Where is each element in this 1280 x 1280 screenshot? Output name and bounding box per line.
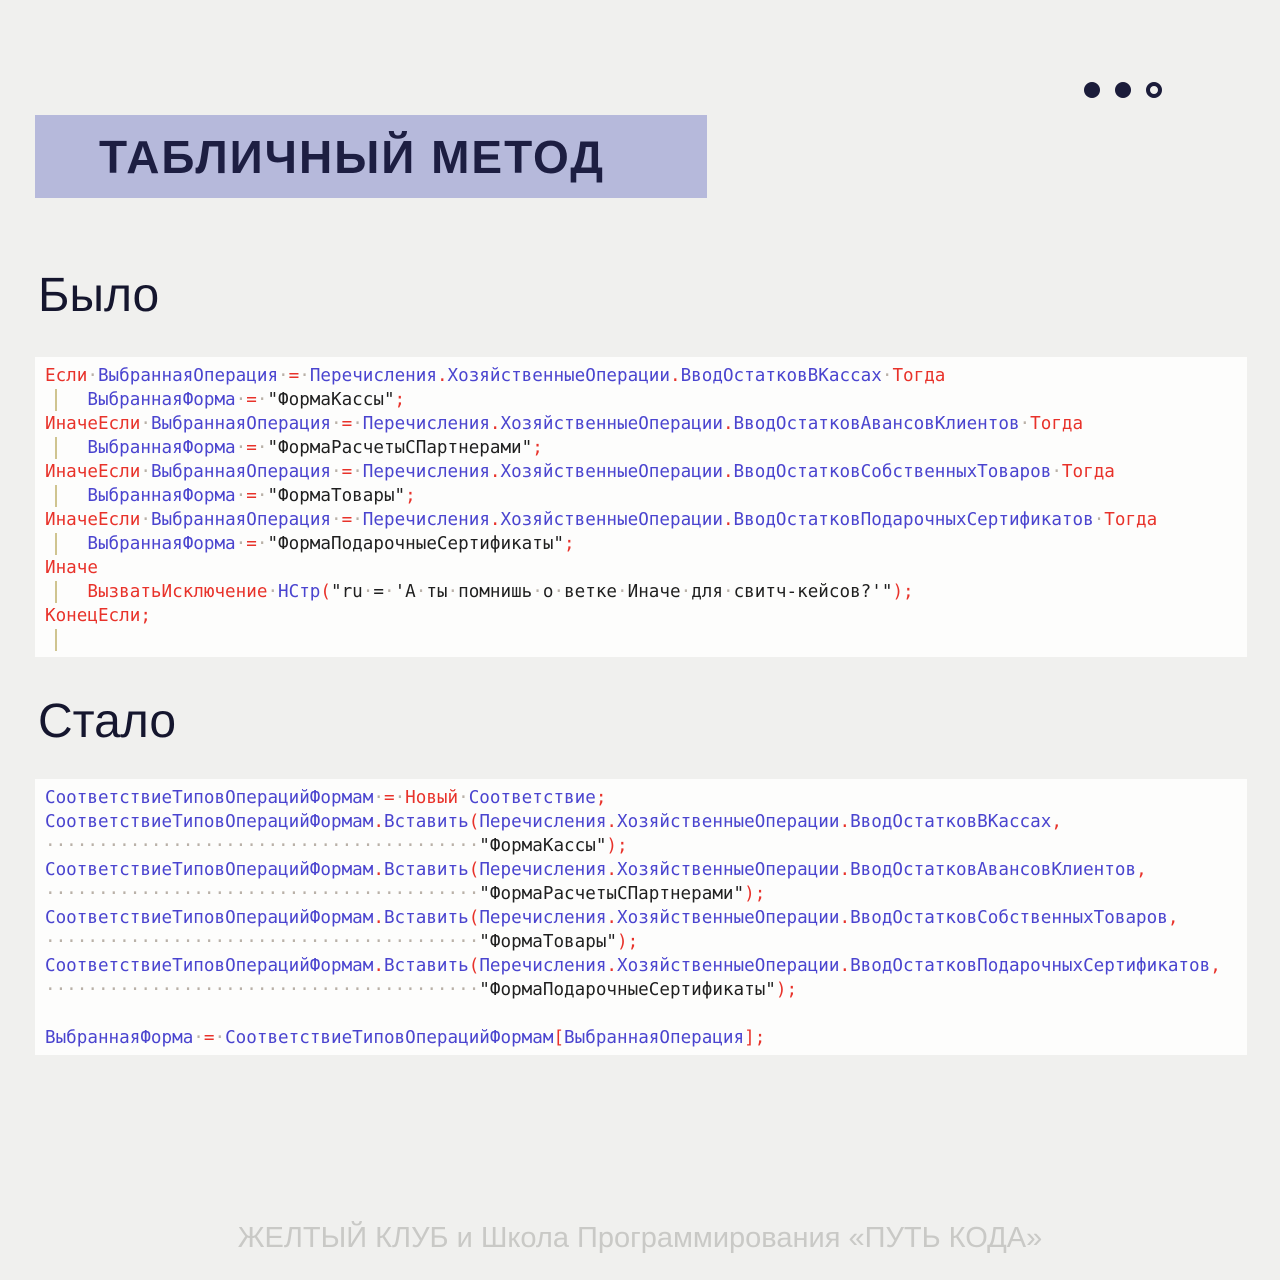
code-line bbox=[45, 1026, 1247, 1050]
code-identifier: ХозяйственныеОперации bbox=[500, 462, 723, 482]
code-identifier: ВводОстатковАвансовКлиентов bbox=[850, 860, 1137, 880]
code-whitespace: · bbox=[394, 788, 406, 808]
code-identifier: Вставить bbox=[383, 908, 469, 928]
code-punctuation: ]; bbox=[744, 1028, 766, 1048]
code-string: = bbox=[373, 582, 384, 602]
code-string: "ФормаТовары" bbox=[267, 486, 406, 506]
code-whitespace: · bbox=[214, 1028, 226, 1048]
code-punctuation: ( bbox=[468, 908, 480, 928]
code-line bbox=[45, 484, 1247, 508]
code-keyword: ВызватьИсключение bbox=[87, 582, 268, 602]
code-whitespace: · bbox=[383, 582, 395, 602]
code-whitespace: · bbox=[1093, 510, 1105, 530]
code-whitespace: · bbox=[140, 414, 151, 434]
code-punctuation: . bbox=[373, 908, 384, 928]
code-line bbox=[45, 834, 1247, 858]
code-identifier: Перечисления bbox=[479, 956, 607, 976]
code-whitespace: · bbox=[193, 1028, 204, 1048]
code-line bbox=[45, 388, 1247, 412]
code-whitespace: · bbox=[722, 582, 734, 602]
code-whitespace: · bbox=[617, 582, 628, 602]
code-punctuation: . bbox=[373, 860, 384, 880]
code-keyword: ИначеЕсли bbox=[45, 462, 141, 482]
code-string: "ФормаТовары" bbox=[479, 932, 617, 952]
code-punctuation: , bbox=[1136, 860, 1147, 880]
code-identifier: ВводОстатковВКассах bbox=[850, 812, 1052, 832]
code-punctuation: ; bbox=[532, 438, 543, 458]
code-whitespace: · bbox=[362, 582, 374, 602]
code-string: Иначе bbox=[627, 582, 681, 602]
code-whitespace: · bbox=[458, 788, 469, 808]
code-keyword: Иначе bbox=[45, 558, 98, 578]
code-whitespace: · bbox=[553, 582, 565, 602]
code-whitespace: ········································· bbox=[45, 980, 480, 1000]
code-punctuation: = bbox=[203, 1028, 215, 1048]
code-identifier: ВводОстатковПодарочныхСертификатов bbox=[733, 510, 1094, 530]
code-punctuation: . bbox=[373, 956, 384, 976]
code-string: помнишь bbox=[458, 582, 533, 602]
code-identifier: СоответствиеТиповОперацийФормам bbox=[45, 860, 374, 880]
code-whitespace: · bbox=[331, 510, 342, 530]
code-punctuation: = bbox=[383, 788, 395, 808]
code-line bbox=[45, 628, 1247, 652]
code-block-after bbox=[35, 779, 1247, 1055]
code-identifier: ВыбраннаяФорма bbox=[87, 438, 236, 458]
code-punctuation: . bbox=[489, 462, 501, 482]
code-punctuation: = bbox=[341, 414, 353, 434]
code-punctuation: ( bbox=[468, 812, 480, 832]
code-line bbox=[45, 508, 1247, 532]
code-whitespace: · bbox=[881, 366, 893, 386]
code-whitespace: · bbox=[447, 582, 459, 602]
code-identifier: ВыбраннаяФорма bbox=[87, 486, 236, 506]
code-identifier: ХозяйственныеОперации bbox=[500, 510, 723, 530]
code-string: "ru bbox=[331, 582, 363, 602]
code-string: "ФормаКассы" bbox=[267, 390, 395, 410]
code-string: "ФормаРасчетыСПартнерами" bbox=[479, 884, 745, 904]
code-punctuation: . bbox=[839, 908, 851, 928]
code-whitespace: · bbox=[140, 462, 151, 482]
code-whitespace: · bbox=[267, 582, 279, 602]
code-whitespace: · bbox=[140, 510, 151, 530]
code-string: "ФормаПодарочныеСертификаты" bbox=[479, 980, 776, 1000]
code-whitespace: · bbox=[532, 582, 543, 602]
code-whitespace: · bbox=[1051, 462, 1062, 482]
dot-ring-icon bbox=[1146, 82, 1162, 98]
code-line bbox=[45, 906, 1247, 930]
code-identifier: ВводОстатковПодарочныхСертификатов bbox=[850, 956, 1211, 976]
code-line bbox=[45, 978, 1247, 1002]
code-whitespace: · bbox=[1019, 414, 1031, 434]
code-identifier: ХозяйственныеОперации bbox=[617, 908, 840, 928]
code-identifier: Вставить bbox=[383, 956, 469, 976]
code-punctuation: = bbox=[246, 534, 257, 554]
code-punctuation: . bbox=[606, 956, 618, 976]
code-identifier: Соответствие bbox=[468, 788, 596, 808]
code-whitespace: · bbox=[87, 366, 98, 386]
section-heading-before: Было bbox=[38, 269, 160, 322]
code-whitespace: · bbox=[352, 462, 363, 482]
code-identifier: ВводОстатковСобственныхТоваров bbox=[733, 462, 1052, 482]
code-string: "ФормаПодарочныеСертификаты" bbox=[267, 534, 565, 554]
code-punctuation: , bbox=[1051, 812, 1062, 832]
code-line bbox=[45, 1002, 1247, 1026]
code-identifier: СоответствиеТиповОперацийФормам bbox=[45, 788, 374, 808]
code-line bbox=[45, 930, 1247, 954]
code-whitespace: · bbox=[256, 534, 268, 554]
section-heading-after: Стало bbox=[38, 695, 177, 748]
code-keyword: Тогда bbox=[892, 366, 946, 386]
code-punctuation: . bbox=[839, 812, 851, 832]
code-line bbox=[45, 364, 1247, 388]
code-line bbox=[45, 882, 1247, 906]
code-identifier: ВыбраннаяОперация bbox=[150, 510, 332, 530]
code-string: "ФормаКассы" bbox=[479, 836, 607, 856]
code-punctuation: . bbox=[839, 956, 851, 976]
code-punctuation: = bbox=[246, 390, 257, 410]
code-string: свитч-кейсов?'" bbox=[733, 582, 893, 602]
code-punctuation: = bbox=[246, 486, 257, 506]
ellipsis-dots bbox=[1084, 82, 1162, 98]
code-line bbox=[45, 532, 1247, 556]
code-keyword: Новый bbox=[405, 788, 459, 808]
code-block-before bbox=[35, 357, 1247, 657]
code-identifier: Перечисления bbox=[362, 462, 490, 482]
code-line bbox=[45, 436, 1247, 460]
code-string: 'А bbox=[394, 582, 416, 602]
code-punctuation: ; bbox=[564, 534, 575, 554]
code-string: ты bbox=[426, 582, 448, 602]
code-string: для bbox=[691, 582, 723, 602]
code-identifier: ВыбраннаяОперация bbox=[97, 366, 279, 386]
code-whitespace: ········································· bbox=[45, 836, 480, 856]
code-identifier: ХозяйственныеОперации bbox=[617, 956, 840, 976]
code-identifier: ВыбраннаяОперация bbox=[564, 1028, 745, 1048]
code-line bbox=[45, 580, 1247, 604]
code-identifier: ХозяйственныеОперации bbox=[617, 860, 840, 880]
code-identifier: Вставить bbox=[383, 860, 469, 880]
code-punctuation: , bbox=[1210, 956, 1221, 976]
code-keyword: КонецЕсли bbox=[45, 606, 141, 626]
indent-guide bbox=[45, 580, 87, 604]
code-punctuation: , bbox=[1167, 908, 1179, 928]
code-string: о bbox=[542, 582, 554, 602]
code-punctuation: . bbox=[373, 812, 384, 832]
code-punctuation: . bbox=[606, 860, 618, 880]
code-identifier: Перечисления bbox=[309, 366, 437, 386]
code-punctuation: ; bbox=[595, 788, 607, 808]
code-punctuation: . bbox=[839, 860, 851, 880]
code-identifier: Перечисления bbox=[479, 812, 607, 832]
code-whitespace: · bbox=[235, 486, 247, 506]
code-keyword: ИначеЕсли bbox=[45, 510, 141, 530]
footer-credit: ЖЕЛТЫЙ КЛУБ и Школа Программирования «ПУТЬ КОДА» bbox=[237, 1222, 1043, 1254]
code-identifier: ВводОстатковАвансовКлиентов bbox=[733, 414, 1020, 434]
code-punctuation: [ bbox=[553, 1028, 565, 1048]
code-punctuation: ); bbox=[892, 582, 914, 602]
code-punctuation: = bbox=[341, 510, 353, 530]
code-punctuation: . bbox=[606, 908, 618, 928]
code-keyword: Тогда bbox=[1104, 510, 1158, 530]
code-whitespace: · bbox=[352, 414, 363, 434]
code-punctuation: . bbox=[722, 510, 734, 530]
indent-guide bbox=[45, 436, 87, 460]
code-punctuation: ); bbox=[775, 980, 798, 1000]
code-identifier: Перечисления bbox=[479, 908, 607, 928]
code-identifier: ХозяйственныеОперации bbox=[447, 366, 670, 386]
code-punctuation: = bbox=[341, 462, 353, 482]
code-line bbox=[45, 460, 1247, 484]
code-string: "ФормаРасчетыСПартнерами" bbox=[267, 438, 533, 458]
code-identifier: Перечисления bbox=[479, 860, 607, 880]
code-line bbox=[45, 954, 1247, 978]
indent-guide bbox=[45, 628, 87, 652]
code-whitespace: · bbox=[278, 366, 289, 386]
code-punctuation: . bbox=[489, 510, 501, 530]
code-identifier: ХозяйственныеОперации bbox=[500, 414, 723, 434]
code-identifier: ВыбраннаяОперация bbox=[150, 462, 332, 482]
code-identifier: СоответствиеТиповОперацийФормам bbox=[45, 812, 374, 832]
code-line bbox=[45, 786, 1247, 810]
page-title: ТАБЛИЧНЫЙ МЕТОД bbox=[99, 130, 605, 183]
code-identifier: СоответствиеТиповОперацийФормам bbox=[45, 956, 374, 976]
code-identifier: СоответствиеТиповОперацийФормам bbox=[45, 908, 374, 928]
code-punctuation: ( bbox=[468, 860, 480, 880]
code-whitespace: · bbox=[235, 534, 247, 554]
code-line bbox=[45, 810, 1247, 834]
code-punctuation: ); bbox=[744, 884, 766, 904]
code-punctuation: = bbox=[246, 438, 257, 458]
code-identifier: СоответствиеТиповОперацийФормам bbox=[225, 1028, 554, 1048]
code-whitespace: · bbox=[373, 788, 384, 808]
code-identifier: НСтр bbox=[278, 582, 321, 602]
code-line bbox=[45, 556, 1247, 580]
code-line bbox=[45, 604, 1247, 628]
code-whitespace: · bbox=[299, 366, 310, 386]
code-line bbox=[45, 858, 1247, 882]
code-punctuation: ); bbox=[617, 932, 639, 952]
code-whitespace: · bbox=[352, 510, 363, 530]
code-punctuation: ; bbox=[394, 390, 406, 410]
code-punctuation: ); bbox=[606, 836, 628, 856]
code-whitespace: · bbox=[256, 390, 268, 410]
code-keyword: Тогда bbox=[1030, 414, 1084, 434]
title-banner bbox=[35, 115, 707, 198]
code-identifier: Перечисления bbox=[362, 414, 490, 434]
code-punctuation: ; bbox=[405, 486, 416, 506]
code-string: ветке bbox=[564, 582, 618, 602]
indent-guide bbox=[45, 484, 87, 508]
code-whitespace: ········································· bbox=[45, 932, 480, 952]
code-punctuation: ; bbox=[140, 606, 151, 626]
code-whitespace: · bbox=[331, 414, 342, 434]
code-identifier: ВыбраннаяФорма bbox=[45, 1028, 194, 1048]
code-punctuation: . bbox=[722, 414, 734, 434]
code-identifier: ВводОстатковСобственныхТоваров bbox=[850, 908, 1168, 928]
code-whitespace: · bbox=[680, 582, 692, 602]
code-line bbox=[45, 412, 1247, 436]
code-identifier: ХозяйственныеОперации bbox=[617, 812, 840, 832]
dot-filled-icon-1 bbox=[1084, 82, 1100, 98]
code-punctuation: = bbox=[288, 366, 300, 386]
code-whitespace: · bbox=[331, 462, 342, 482]
code-whitespace: · bbox=[415, 582, 427, 602]
dot-filled-icon-2 bbox=[1115, 82, 1131, 98]
code-punctuation: . bbox=[436, 366, 448, 386]
code-punctuation: ( bbox=[320, 582, 331, 602]
code-identifier: ВыбраннаяФорма bbox=[87, 390, 236, 410]
code-punctuation: . bbox=[606, 812, 618, 832]
code-identifier: Вставить bbox=[383, 812, 469, 832]
code-identifier: ВводОстатковВКассах bbox=[680, 366, 882, 386]
code-keyword: Если bbox=[45, 366, 88, 386]
code-identifier: Перечисления bbox=[362, 510, 490, 530]
code-whitespace: · bbox=[256, 486, 268, 506]
code-identifier: ВыбраннаяФорма bbox=[87, 534, 236, 554]
code-keyword: Тогда bbox=[1061, 462, 1115, 482]
code-punctuation: ( bbox=[468, 956, 480, 976]
indent-guide bbox=[45, 388, 87, 412]
code-whitespace: · bbox=[256, 438, 268, 458]
code-keyword: ИначеЕсли bbox=[45, 414, 141, 434]
code-punctuation: . bbox=[722, 462, 734, 482]
code-punctuation: . bbox=[669, 366, 681, 386]
code-whitespace: ········································· bbox=[45, 884, 480, 904]
code-whitespace: · bbox=[235, 438, 247, 458]
indent-guide bbox=[45, 532, 87, 556]
code-punctuation: . bbox=[489, 414, 501, 434]
code-whitespace: · bbox=[235, 390, 247, 410]
code-identifier: ВыбраннаяОперация bbox=[150, 414, 332, 434]
